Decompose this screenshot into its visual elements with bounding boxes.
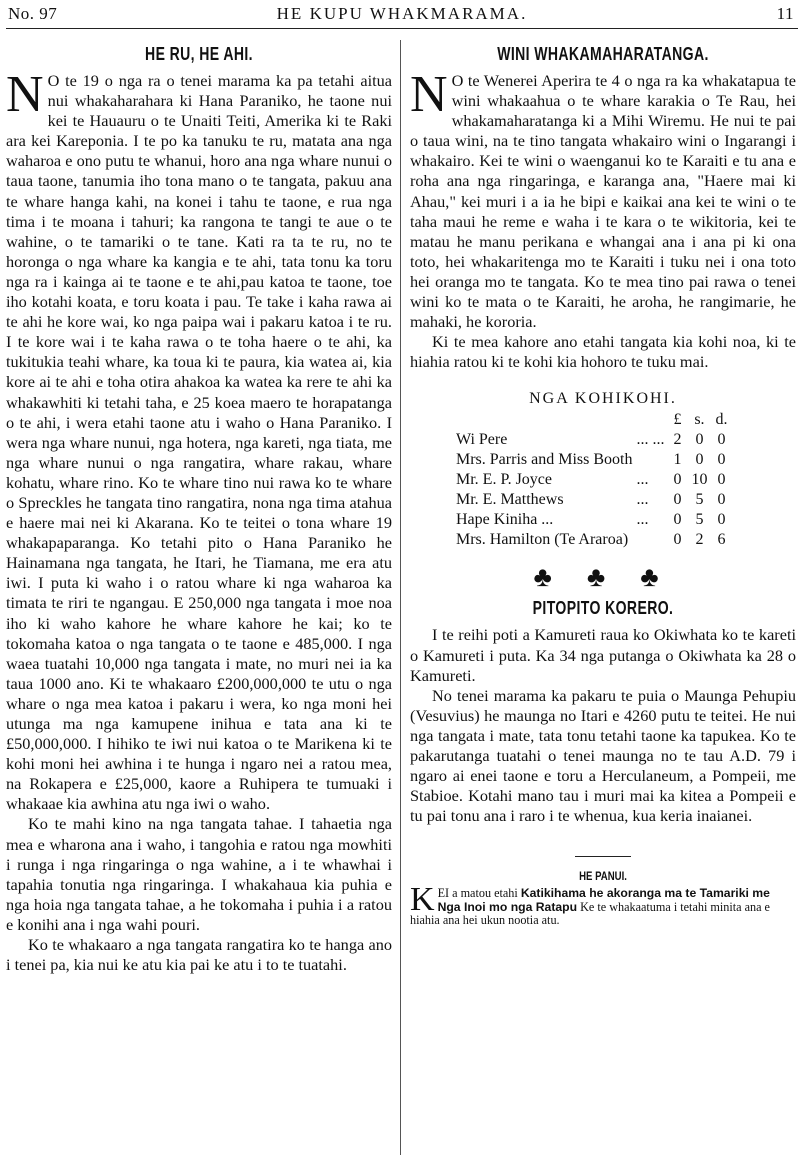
article-paragraph: No tenei marama ka pakaru te puia o Maunga Pehupiu (Vesuvius) he maunga no Itari e 4260 putu te teitei. He nui nga tangata i mate, tata tonu tetahi taone ka tapukea. Ko te pakarutanga tuatahi o tenei maunga no te tau A.D. 79 i ngaro ai enei taone e toru a Herculaneum, a Pompeii, me Stabioe. Kotahi mano tau i muri mai ka kitea a Pompeii e tu pai tonu ana i raro i te whenua, kua keria inaianei. <box>410 685 796 826</box>
donations-table <box>454 410 732 550</box>
pence: 0 <box>717 451 726 469</box>
shillings: 10 <box>691 471 708 489</box>
table-row: Hape Kiniha ... ... 0 5 0 <box>454 510 732 530</box>
donor-name: Hape Kiniha ... <box>456 511 554 529</box>
donor-name: Mr. E. Matthews <box>456 491 564 509</box>
drop-cap: K <box>410 881 435 919</box>
article-paragraph: Ko te mahi kino na nga tangata tahae. I tahaetia nga mea e wharona ana i waho, i tangohia e ratou nga mowhiti i runga i nga ringaringa o nga wahine, a i te whawhai i tapahia tonutia nga ringaringa. I whakahaua kia puhia e nga hoia nga tangata tahae, a he tokomaha i puhia i a ratou e konihi ana i nga wahi pouri. <box>6 814 392 934</box>
table-row <box>454 450 732 470</box>
pounds: 0 <box>673 531 682 549</box>
table-row: Wi Pere ... ... 2 0 0 <box>454 430 732 450</box>
article-heading-earthquake: HE RU, HE AHI. <box>145 44 253 64</box>
article-paragraph: Ki te mea kahore ano etahi tangata kia kohi noa, ki te hiahia ratou ki te kohi kia hohoro te tuku mai. <box>410 332 796 372</box>
pence: 0 <box>717 511 726 529</box>
table-header: £ <box>673 411 682 429</box>
pence: 0 <box>717 491 726 509</box>
shillings: 0 <box>695 431 704 449</box>
left-column <box>6 44 392 975</box>
pence: 0 <box>717 471 726 489</box>
shillings: 0 <box>695 451 704 469</box>
donor-name: Mrs. Parris and Miss Booth <box>456 451 633 469</box>
table-row: Mr. E. Matthews ... 0 5 0 <box>454 490 732 510</box>
notice-heading: HE PANUI. <box>579 869 627 884</box>
donations-title: NGA KOHIKOHI. <box>529 390 677 408</box>
article-paragraph: N O te 19 o nga ra o tenei marama ka pa tetahi aitua nui whakaharahara ki Hana Paraniko, he taone nui kei te Hauauru o te Unaiti Teiti, Amerika ki te Raki ara kei Kareponia. I te po ka tanuku te ru, matata ana nga waharoa e ono putu te whanui, horo ana nga whare nunui o taua taone, tanumia iho tona mano o te tangata, pakuu ana te whare hanga kahi, na konei i tahu te taone, e rua nga tima i te moana i tahuri; ka rangona te tangi te aue o te wahine, o te tamariki o te tane. Kati ra ta te ru, no te horonga o nga whare ka kangia e te ahi, tata tonu ka toru nga ra i kainga ai te taone e te ahi,pau katoa te taone, toe iho kotahi koata, e toru koata i pau. Te take i kaha rawa ai te ahi he kore wai, ko nga paipa wai i pakaru katoa i te ru. I te kore wai i te kaha rawa o te toha haere o te ahi, ka tukitukia teahi whare, ka toua ki te paura, kia watea ai, kia kore ai te ahi e toha otira ahakoa ka watea ka rere te ahi ka whakawhiti ki tetahi taha, e 25 koea maero te horapatanga o te ahi, i wera etahi taone atu i waho o Hana Paraniko. I wera nga whare nunui, nga hotera, nga kareti, nga tiata, me nga whare nunui o nga rangatira, whare rakau, whare kohatu, whare rino. Ko te whare tino nui rawa ko te whare o Spreckles he tangata tino rangatira, nona nga tima atahua e haere mai nei ki Akarana. Ko te teitei o tona whare 19 whakapaparanga. Ko tetahi pito o Hana Paraniko he Hainamana nga tangata, he Itari, he Tiamana, me era atu iwi. I puta ki waho i o ratou whare ki nga waharoa ka timata te riri te ngangau. E 250,000 nga tangata i moe noa iho ki waho kahore he whare kahore he kai; ko te tokomaha katoa o nga tangata o te taone e 485,000. I nga waea tuatahi 10,000 nga tangata i mate, no muri nei ia ka taua 1000 ano. Ki te whakaaro £200,000,000 te utu o nga whare o nga mea katoa i pakaru i wera, ko nga moni hei utunga ma nga kamupene inihua e tata ana ki te £50,000,000. I hihiko te iwi nui katoa o te Marikena ki te kohi moni hei awhina i te hunga i ngaro nei a ratou mea, na Rokapera e £25,000, kaore a Ruhipera te tumuaki i whakaae kia awhina atu nga iwi o waho. <box>6 66 392 814</box>
shillings: 2 <box>695 531 704 549</box>
article-paragraph: I te reihi poti a Kamureti raua ko Okiwhata ko te kareti o Kamureti i puta. Ka 34 nga putanga o Okiwhata ka 28 o Kamureti. <box>410 625 796 685</box>
pence: 0 <box>717 431 726 449</box>
page-number: 11 <box>776 4 794 23</box>
donor-name: Mrs. Hamilton (Te Araroa) <box>456 531 629 549</box>
column-divider <box>400 40 401 1155</box>
article-heading-window: WINI WHAKAMAHARATANGA. <box>497 44 709 64</box>
table-row <box>454 530 732 550</box>
drop-cap: N <box>410 66 448 123</box>
header-rule <box>6 28 798 29</box>
pounds: 0 <box>673 491 682 509</box>
table-row: Mr. E. P. Joyce ... 0 10 0 <box>454 470 732 490</box>
article-paragraph: N O te Wenerei Aperira te 4 o nga ra ka whakatapua te wini whakaahua o te whare karakia o Te Rau, hei whakamaharatanga ki a Mihi Wiremu. He nui te pai o taua wini, na te tino tangata whakairo wini o Ingarangi i whakairo. Kei te wini o waenganui ko te Karaiti e tu ana e roha ana nga ringaringa, e karanga ana, "Haere mai ki Ahau," kei muri i a ia he bipi e kaikai ana kei te wini o te taha maui he reme e waha i te kara o te wikitoria, kei te matau he manu perikana e whangai ana i ana pi ki ona toto, hei whakaritenga mo te Karaiti i tuku nei i ona toto hei oranga mo te tangata. Ko te mea tino pai rawa o tenei wini ko te mata o te Karaiti, he aroha, he rangimarie, he mahaki, he kororia. <box>410 66 796 332</box>
table-header: s. <box>694 411 705 429</box>
masthead-title: HE KUPU WHAKMARAMA. <box>276 4 528 23</box>
table-header-row <box>454 410 732 430</box>
donor-name: Wi Pere <box>456 431 508 449</box>
pounds: 2 <box>673 431 682 449</box>
club-ornament-icon: ♣ ♣ ♣ <box>533 562 673 594</box>
pounds: 0 <box>673 471 682 489</box>
article-heading-news: PITOPITO KORERO. <box>532 598 674 619</box>
notice-text: KEI a matou etahi Katikihama he akoranga ma te Tamariki me Nga Inoi mo nga Ratapu Ke te whakaatuma i tetahi minita ana e hiahia ana hei ukun nootia atu. <box>410 881 770 928</box>
article-paragraph: Ko te whakaaro a nga tangata rangatira ko te hanga ano i tenei pa, kia nui ke atu kia pai ke atu i to te tuatahi. <box>6 935 392 975</box>
pounds: 0 <box>673 511 682 529</box>
right-column <box>410 44 796 928</box>
pence: 6 <box>717 531 726 549</box>
issue-number: No. 97 <box>8 4 58 23</box>
shillings: 5 <box>695 491 704 509</box>
donor-name: Mr. E. P. Joyce <box>456 471 552 489</box>
drop-cap: N <box>6 66 44 123</box>
section-separator <box>575 856 631 857</box>
pounds: 1 <box>673 451 682 469</box>
table-header: d. <box>715 411 728 429</box>
shillings: 5 <box>695 511 704 529</box>
